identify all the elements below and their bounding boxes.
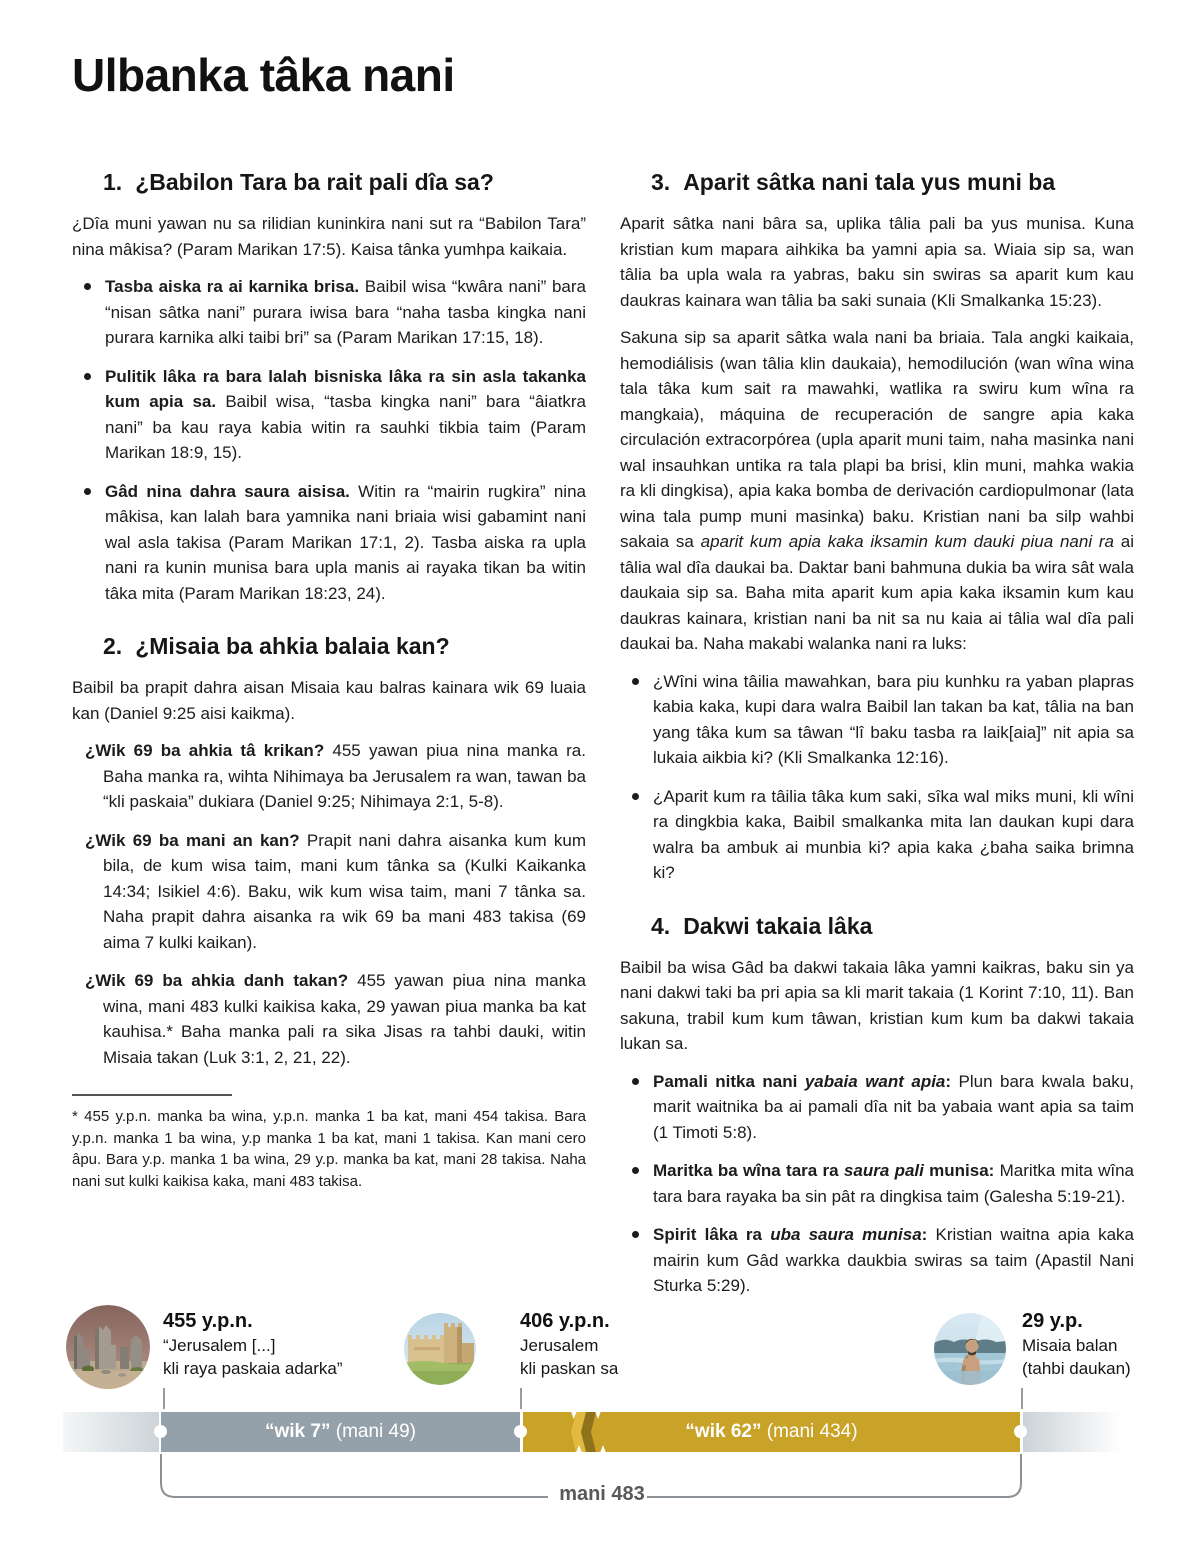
list-item [620, 1222, 1134, 1299]
timeline-bar1-label: “wik 7” (mani 49) [264, 1421, 416, 1442]
timeline [0, 1295, 1200, 1543]
section-3-paragraph-1: Aparit sâtka nani bâra sa, uplika tâlia pali ba yus munisa. Kuna kristian kum mapara aihkika ba yamni apia sa. Wiaia sip sa, wan tâlia ba upla wala ra yabras, baku sin swiras sa aparit kum kau daukras kainara wan tâlia ba saki sunaia (Kli Smalkanka 15:23). [620, 214, 1134, 310]
timeline-tick [520, 1388, 522, 1409]
timeline-leader-left [63, 1412, 159, 1452]
timeline-event-2-label [520, 1308, 690, 1380]
timeline-event-1-label [163, 1308, 423, 1380]
timeline-point [514, 1425, 527, 1438]
section-2-intro: Baibil ba prapit dahra aisan Misaia kau balras kainara wik 69 luaia kan (Daniel 9:25 aisi kaikma). [72, 678, 586, 723]
timeline-bar2-label: “wik 62” (mani 434) [685, 1421, 858, 1442]
timeline-leader-right [1023, 1412, 1125, 1452]
timeline-event-2-line2: kli paskan sa [520, 1359, 619, 1378]
bullet-lead: Maritka ba wîna tara ra [653, 1161, 844, 1180]
bullet-lead-italic: uba saura munisa [770, 1225, 922, 1244]
paragraph-text: Sakuna sip sa aparit sâtka wala nani ba briaia. Tala angki kaikaia, hemodiálisis (wan tâlia klin daukaia), hemodilución (wan wîna wina tala tâka kum sait ra mawahki, watlika ra swiru kum wîna ra mangkaia), máquina de recuperación de sangre apia kaka circulación extracorpórea (upla aparit muni taim, naha masinka nani wal insauhkan untika ra tala plapi ba brisi, klin muni, mahka wakia ra kli dingkisa), apia kaka bomba de derivación cardiopulmonar (lata wina tala pump muni masinka) baku. Kristian nani ba silp wahbi sakaia sa [620, 328, 1134, 551]
question-lead: ¿Wik 69 ba mani an kan? [85, 830, 300, 850]
section-4-heading [651, 912, 1134, 940]
bullet-body: Maritka mita wîna tara bara rayaka ba sin pât ra dingkisa taim (Galesha 5:19-21). [653, 1161, 1134, 1206]
bullet-body: ¿Wîni wina tâilia mawahkan, bara piu kunhku ra yaban plapras kabia kaka, kupi dara walra Baibil lan takan ba kat, tâlia na ban yang tâka kum sa tâwan “lî baku tasba ra laik[aia]” nit apia sa lukaia aikbia ki? (Kli Smalkanka 12:16). [653, 671, 1134, 767]
timeline-tick [1021, 1388, 1023, 1409]
footnote [72, 1094, 586, 1192]
bullet-icon [632, 1231, 639, 1238]
section-3-title: Aparit sâtka nani tala yus muni ba [683, 169, 1056, 195]
bullet-icon [84, 283, 91, 290]
timeline-event-1-line2: kli raya paskaia adarka” [163, 1359, 343, 1378]
list-item [620, 1069, 1134, 1146]
timeline-event-3-line1: Misaia balan [1022, 1336, 1118, 1355]
timeline-total-label: mani 483 [559, 1483, 645, 1505]
messiah-baptism-image [934, 1313, 1006, 1385]
question-lead: ¿Wik 69 ba ahkia danh takan? [85, 971, 349, 990]
bullet-body: ¿Aparit kum ra tâilia tâka kum saki, sîka wal miks muni, kli wîni ra dingkbia kaka, Baibil smalkanka mita lan daukan kupi dara walra ba ambuk ai munbia ki? apia kaka ¿baha saika brimna ki? [653, 786, 1134, 882]
bullet-icon [632, 1078, 639, 1085]
section-1-list [72, 274, 586, 606]
footnote-text: * 455 y.p.n. manka ba wina, y.p.n. manka 1 ba kat, mani 454 takisa. Bara y.p.n. manka 1 ba wina, y.p manka 1 ba kat, mani 1 takisa. Kan mani cero âpu. Bara y.p. manka 1 ba wina, 29 y.p. manka ba kat, mani 28 takisa. Naha nani sut kulki kaikisa kaka, mani 483 takisa. [72, 1108, 586, 1190]
bullet-icon [84, 373, 91, 380]
timeline-event-2-line1: Jerusalem [520, 1336, 599, 1355]
list-item [72, 479, 586, 607]
answer-body: 455 yawan piua nina manka ra. Baha manka ra, wihta Nihimaya ba Jerusalem ra wan, tawan ba “kli paskaia” dukiara (Daniel 9:25; Nihimaya 2:1, 5-8). [103, 741, 586, 811]
section-3-heading [651, 168, 1134, 196]
section-1-number: 1. [103, 169, 123, 195]
bullet-icon [632, 678, 639, 685]
bullet-icon [84, 488, 91, 495]
list-item [72, 274, 586, 351]
section-3-number: 3. [651, 169, 671, 195]
timeline-tick [163, 1388, 165, 1409]
section-4-list [620, 1069, 1134, 1299]
section-4-intro: Baibil ba wisa Gâd ba dakwi takaia lâka yamni kaikras, baku sin ya nani dakwi taki ba pri apia sa kli marit takaia (1 Korint 7:10, 11). Ban sakuna, trabil kum kum tâwan, kristian kum kum ba dakwi takaia lukan sa. [620, 957, 1134, 1053]
right-column [620, 160, 1134, 1312]
bullet-body: Plun bara kwala baku, marit waitnika ba ai pamali dîa nit ba yabaia want apia sa taim (1 Timoti 5:8). [653, 1071, 1134, 1142]
question-answer [72, 828, 586, 956]
timeline-event-3-year: 29 y.p. [1022, 1310, 1083, 1332]
question-answer [72, 738, 586, 815]
bullet-icon [632, 1167, 639, 1174]
bullet-lead: : [921, 1225, 928, 1244]
timeline-event-1-line1: “Jerusalem [...] [163, 1336, 276, 1355]
timeline-event-2-year: 406 y.p.n. [520, 1310, 610, 1332]
timeline-point [154, 1425, 167, 1438]
list-item [620, 1158, 1134, 1209]
section-4-title: Dakwi takaia lâka [683, 912, 873, 939]
jerusalem-rebuilt-image [404, 1313, 476, 1385]
list-item [72, 364, 586, 466]
section-2-title: ¿Misaia ba ahkia balaia kan? [135, 633, 450, 659]
section-2-number: 2. [103, 633, 123, 659]
bullet-lead: : [945, 1071, 952, 1091]
timeline-point [1014, 1425, 1027, 1438]
question-lead: ¿Wik 69 ba ahkia tâ krikan? [85, 741, 325, 760]
timeline-event-3-line2: (tahbi daukan) [1022, 1359, 1131, 1378]
bullet-body: Witin ra “mairin rugkira” nina mâkisa, kan lalah bara yamnika nani briaia wisi gabamint nani wal asla takisa (Param Marikan 17:1, 2). Tasba aiska ra upla nani ra kunin munisa bara upla manis ai rayaka tikan ba witin tâka mita (Param Marikan 18:23, 24). [105, 481, 586, 603]
section-1-intro: ¿Dîa muni yawan nu sa rilidian kuninkira nani sut ra “Babilon Tara” nina mâkisa? (Param Marikan 17:5). Kaisa tânka yumhpa kaikaia. [72, 214, 586, 259]
section-4-number: 4. [651, 912, 671, 939]
bullet-lead: Pamali nitka nani [653, 1071, 805, 1091]
bullet-icon [632, 793, 639, 800]
bullet-lead-italic: yabaia want apia [804, 1071, 946, 1091]
page-title: Ulbanka tâka nani [72, 49, 455, 101]
bullet-body: Kristian waitna apia kaka mairin kum Gâd warkka daukbia swiras sa taim (Apastil Nani Sturka 5:29). [653, 1225, 1134, 1295]
bullet-lead-italic: saura pali [843, 1161, 924, 1180]
bullet-lead: munisa: [923, 1161, 995, 1180]
question-answer [72, 968, 586, 1070]
paragraph-italic-text: aparit kum apia kaka iksamin kum dauki piua nani ra [700, 532, 1114, 551]
section-3-paragraph-2 [620, 325, 1134, 657]
section-1-title: ¿Babilon Tara ba rait pali dîa sa? [135, 169, 494, 195]
bullet-body: Baibil wisa “kwâra nani” bara “nisan sâtka nani” purara iwisa bara “naha tasba kingka nani purara karnika alki taibi bri” sa (Param Marikan 17:15, 18). [105, 277, 586, 347]
bullet-body: Baibil wisa, “tasba kingka nani” bara “âiatkra nani” ba kau raya kabia witin ra sauhki tikbia taim (Param Marikan 18:9, 15). [105, 392, 586, 462]
section-2-heading [103, 632, 586, 660]
answer-body: 455 yawan piua nina manka wina, mani 483 kulki kaikisa kaka, 29 yawan piua manka ba kat kauhisa.* Baha manka pali ra sika Jisas ra tahbi dauki, witin Misaia takan (Luk 3:1, 2, 21, 22). [103, 971, 586, 1067]
bullet-lead: Pulitik lâka ra bara lalah bisniska lâka ra sin asla takanka kum apia sa. [105, 366, 586, 411]
answer-body: Prapit nani dahra aisanka kum kum bila, de kum wisa taim, mani kum tânka sa (Kulki Kaikanka 14:34; Isikiel 4:6). Baku, wik kum wisa taim, mani 7 tânka sa. Naha prapit dahra aisanka ra wik 69 ba mani 483 takisa (69 aima 7 kulki kaikan). [103, 830, 586, 952]
footnote-divider [72, 1094, 232, 1096]
section-3-list [620, 669, 1134, 886]
paragraph-text: ai tâlia wal dîa daukai ba. Daktar bani bahmuna dukia ba wira sât wala daukaia sip sa. Baha mita aparit kum apia kaka iksamin kum kau daukras kainara, kristian nani ba nit sa nu kaia ai tâlia wal dîa pali daukai ba. Naha makabi walanka nani ra luks: [620, 532, 1134, 653]
timeline-event-1-year: 455 y.p.n. [163, 1310, 253, 1332]
section-1-heading [103, 168, 586, 196]
bullet-lead: Tasba aiska ra ai karnika brisa. [105, 277, 360, 296]
list-item [620, 669, 1134, 771]
list-item [620, 784, 1134, 886]
bullet-lead: Spirit lâka ra [653, 1225, 771, 1244]
left-column [72, 160, 586, 1192]
jerusalem-ruins-image [66, 1305, 150, 1389]
bullet-lead: Gâd nina dahra saura aisisa. [105, 481, 350, 501]
timeline-event-3-label [1022, 1308, 1172, 1380]
